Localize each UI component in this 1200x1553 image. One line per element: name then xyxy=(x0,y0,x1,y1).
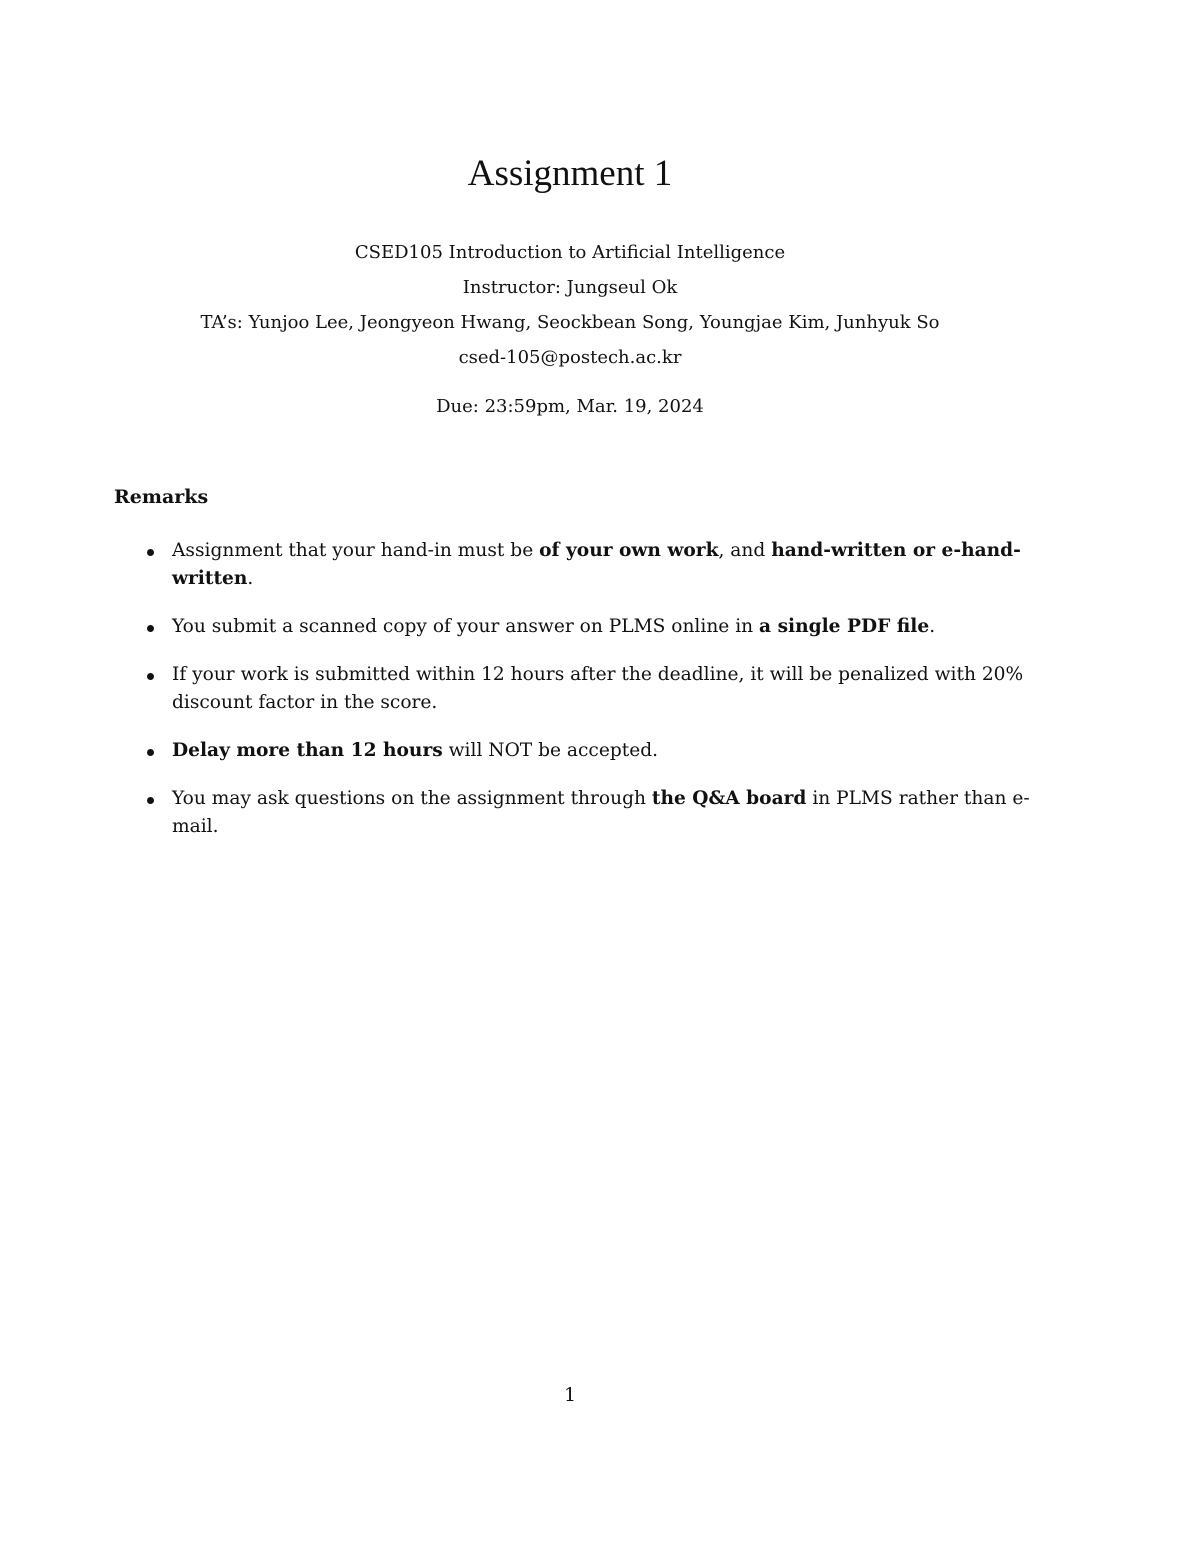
assignment-title: Assignment 1 xyxy=(467,153,673,194)
remark-text: Assignment that your hand-in must be xyxy=(172,540,540,561)
instructor-line: Instructor: Jungseul Ok xyxy=(462,277,678,298)
ta-line: TA’s: Yunjoo Lee, Jeongyeon Hwang, Seockbean Song, Youngjae Kim, Junhyuk So xyxy=(200,312,940,333)
remark-text: . xyxy=(247,568,254,589)
page-number: 1 xyxy=(563,1384,577,1406)
remark-item-own-work xyxy=(147,537,1037,593)
bullet-dot-icon xyxy=(147,797,154,804)
remark-emphasis: the Q&A board xyxy=(651,788,807,809)
remark-text: You may ask questions on the assignment through xyxy=(172,788,652,809)
bullet-dot-icon xyxy=(147,549,154,556)
bullet-dot-icon xyxy=(147,673,154,680)
remark-emphasis: hand-written or e-hand-written xyxy=(172,540,1021,589)
remark-text: . xyxy=(929,616,936,637)
remark-item-submission xyxy=(147,613,1037,641)
remark-text: You submit a scanned copy of your answer on PLMS online in xyxy=(172,616,760,637)
remark-text: If your work is submitted within 12 hours after the deadline, it will be penalized with 20% discount factor in the score. xyxy=(172,664,1024,713)
remarks-heading: Remarks xyxy=(114,486,209,508)
remark-text: in PLMS rather than e-mail. xyxy=(172,788,1030,837)
contact-email: csed-105@postech.ac.kr xyxy=(458,347,682,368)
remark-emphasis: Delay more than 12 hours xyxy=(172,740,443,761)
remarks-list xyxy=(147,537,1037,861)
bullet-dot-icon xyxy=(147,625,154,632)
remark-text: , and xyxy=(718,540,772,561)
remark-item-questions xyxy=(147,785,1037,841)
remark-emphasis: of your own work xyxy=(539,540,719,561)
course-name: CSED105 Introduction to Artificial Intelligence xyxy=(354,242,786,263)
remark-item-late-penalty xyxy=(147,661,1037,717)
remark-text: will NOT be accepted. xyxy=(442,740,659,761)
bullet-dot-icon xyxy=(147,749,154,756)
remark-emphasis: a single PDF file xyxy=(759,616,930,637)
remark-item-delay xyxy=(147,737,1037,765)
due-date: Due: 23:59pm, Mar. 19, 2024 xyxy=(436,396,704,417)
